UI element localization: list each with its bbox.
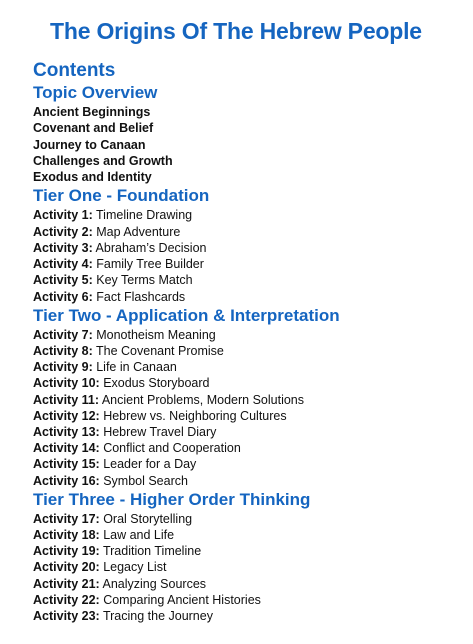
activity-name: Hebrew vs. Neighboring Cultures <box>103 408 287 423</box>
activity-item <box>33 327 473 343</box>
activity-item <box>33 511 473 527</box>
activity-item <box>33 527 473 543</box>
activity-name: Conflict and Cooperation <box>103 441 241 456</box>
activity-number: Activity 20: <box>33 560 100 575</box>
activity-name: Map Adventure <box>96 224 181 239</box>
activity-item <box>33 272 473 288</box>
activity-name: Analyzing Sources <box>102 576 207 591</box>
activity-item <box>33 207 473 223</box>
activity-item <box>33 456 473 472</box>
tier-three-activity-list <box>33 511 473 624</box>
activity-item <box>33 608 473 624</box>
activity-item <box>33 440 473 456</box>
activity-number: Activity 6: <box>33 289 93 304</box>
activity-name: Family Tree Builder <box>96 257 204 272</box>
activity-name: The Covenant Promise <box>96 343 224 358</box>
activity-number: Activity 9: <box>33 360 93 375</box>
activity-name: Tradition Timeline <box>102 544 202 559</box>
tier-two-section <box>33 305 473 489</box>
tier-two-heading: Tier Two - Application & Interpretation <box>33 305 340 325</box>
activity-item <box>33 576 473 592</box>
topic-item: Challenges and Growth <box>33 153 173 168</box>
activity-item <box>33 375 473 391</box>
activity-name: Legacy List <box>103 560 167 575</box>
activity-number: Activity 12: <box>33 408 100 423</box>
topic-overview-section <box>33 82 473 185</box>
activity-item <box>33 256 473 272</box>
tier-one-activity-list <box>33 207 473 304</box>
activity-number: Activity 4: <box>33 257 93 272</box>
activity-item <box>33 240 473 256</box>
topic-item: Ancient Beginnings <box>33 105 151 119</box>
activity-item <box>33 543 473 559</box>
activity-number: Activity 7: <box>33 327 93 342</box>
activity-item <box>33 343 473 359</box>
topic-item: Exodus and Identity <box>33 170 152 185</box>
activity-number: Activity 8: <box>33 343 93 358</box>
activity-name: Key Terms Match <box>96 273 193 288</box>
activity-name: Fact Flashcards <box>96 289 186 304</box>
topic-overview-heading: Topic Overview <box>33 83 158 102</box>
activity-number: Activity 1: <box>33 208 93 223</box>
activity-item <box>33 473 473 489</box>
activity-name: Abraham’s Decision <box>95 240 207 255</box>
activity-number: Activity 21: <box>33 576 100 591</box>
tier-three-section <box>33 489 473 624</box>
activity-item <box>33 559 473 575</box>
topic-list <box>33 104 473 185</box>
activity-number: Activity 22: <box>33 592 100 607</box>
page-title: The Origins Of The Hebrew People <box>50 18 422 44</box>
activity-name: Law and Life <box>103 527 175 542</box>
activity-number: Activity 23: <box>33 608 100 623</box>
activity-number: Activity 14: <box>33 441 100 456</box>
tier-three-heading: Tier Three - Higher Order Thinking <box>33 489 311 509</box>
activity-number: Activity 17: <box>33 511 100 526</box>
activity-name: Leader for a Day <box>103 457 197 472</box>
contents-heading: Contents <box>33 60 116 81</box>
activity-name: Timeline Drawing <box>96 208 193 223</box>
activity-number: Activity 10: <box>33 376 100 391</box>
activity-number: Activity 5: <box>33 273 93 288</box>
tier-one-heading: Tier One - Foundation <box>33 186 210 206</box>
activity-name: Monotheism Meaning <box>96 327 216 342</box>
activity-item <box>33 424 473 440</box>
activity-name: Exodus Storyboard <box>103 376 210 391</box>
activity-name: Oral Storytelling <box>103 511 193 526</box>
activity-item <box>33 359 473 375</box>
activity-item <box>33 408 473 424</box>
activity-number: Activity 2: <box>33 224 93 239</box>
topic-item: Journey to Canaan <box>33 137 146 152</box>
activity-item <box>33 392 473 408</box>
activity-number: Activity 11: <box>33 392 100 407</box>
topic-item: Covenant and Belief <box>33 121 154 136</box>
activity-name: Hebrew Travel Diary <box>103 424 217 439</box>
activity-item <box>33 289 473 305</box>
activity-item <box>33 224 473 240</box>
activity-name: Ancient Problems, Modern Solutions <box>101 392 304 407</box>
activity-number: Activity 13: <box>33 424 100 439</box>
activity-item <box>33 592 473 608</box>
activity-number: Activity 18: <box>33 527 100 542</box>
tier-two-activity-list <box>33 327 473 489</box>
activity-number: Activity 19: <box>33 544 100 559</box>
activity-number: Activity 16: <box>33 473 100 488</box>
activity-name: Comparing Ancient Histories <box>103 592 261 607</box>
activity-number: Activity 3: <box>33 240 93 255</box>
tier-one-section <box>33 185 473 304</box>
activity-name: Tracing the Journey <box>102 608 213 623</box>
activity-number: Activity 15: <box>33 457 100 472</box>
activity-name: Symbol Search <box>103 473 188 488</box>
activity-name: Life in Canaan <box>96 360 177 375</box>
